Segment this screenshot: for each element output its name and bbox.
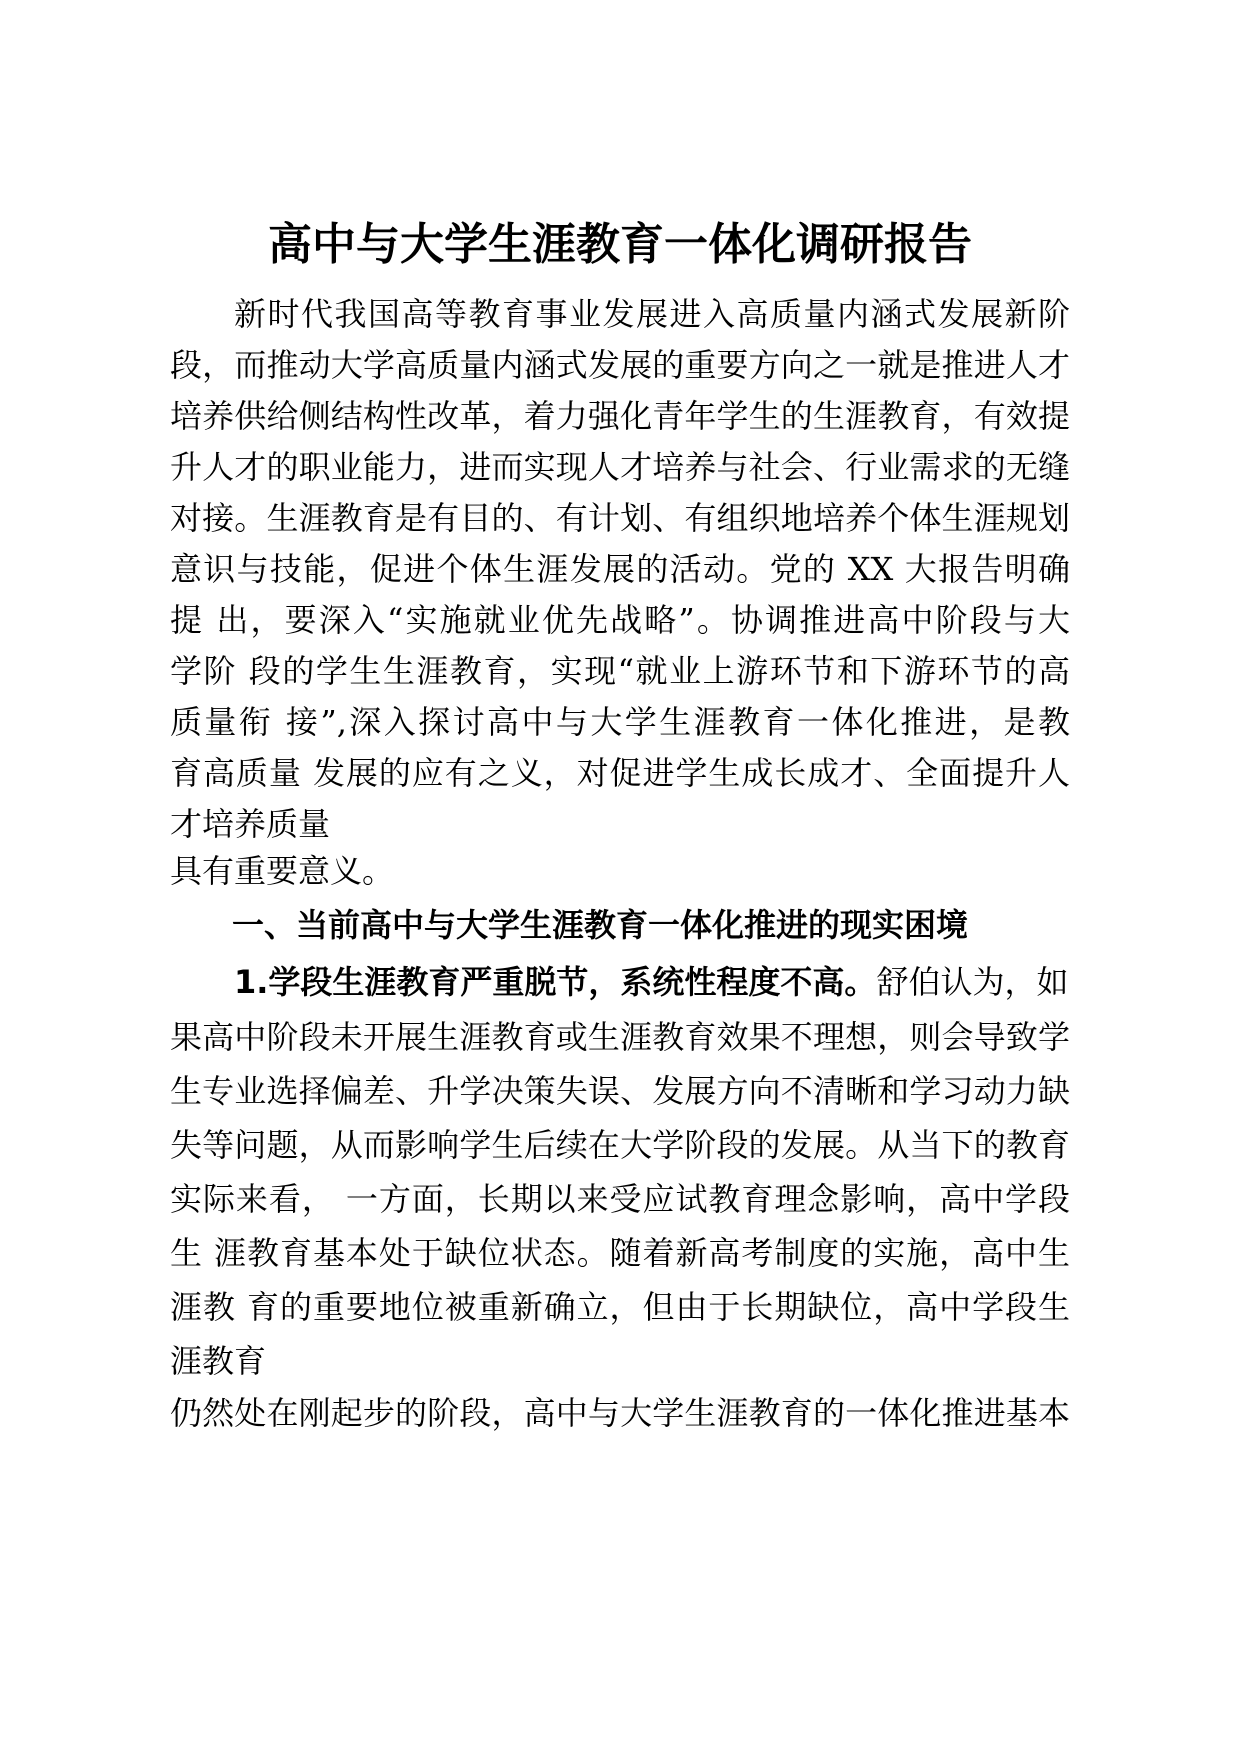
paragraph-text: 舒伯认为，如	[876, 963, 1069, 1001]
paragraph-line: 生专业选择偏差、升学决策失误、发展方向不清晰和学习动力缺	[170, 1072, 1070, 1110]
paragraph-line: 失等问题，从而影响学生后续在大学阶段的发展。从当下的教育	[170, 1126, 1070, 1164]
paragraph-line: 对接。生涯教育是有目的、有计划、有组织地培养个体生涯规划	[170, 499, 1070, 537]
subsection-heading: 1.学段生涯教育严重脱节，系统性程度不高。	[234, 963, 877, 1001]
section-heading: 一、当前高中与大学生涯教育一体化推进的现实困境	[232, 906, 969, 944]
paragraph-line: 生 涯教育基本处于缺位状态。随着新高考制度的实施，高中生	[170, 1234, 1070, 1272]
paragraph-line: 意识与技能，促进个体生涯发展的活动。党的 XX 大报告明确	[170, 550, 1070, 588]
paragraph-line: 培养供给侧结构性改革，着力强化青年学生的生涯教育，有效提	[170, 397, 1070, 435]
paragraph-line: 育高质量 发展的应有之义，对促进学生成长成才、全面提升人	[170, 754, 1070, 792]
paragraph-line: 才培养质量	[170, 805, 331, 843]
paragraph-line: 仍然处在刚起步的阶段，高中与大学生涯教育的一体化推进基本	[170, 1394, 1070, 1432]
paragraph-line: 学阶 段的学生生涯教育，实现“就业上游环节和下游环节的高	[170, 652, 1070, 690]
paragraph-line: 段，而推动大学高质量内涵式发展的重要方向之一就是推进人才	[170, 346, 1070, 384]
paragraph-line: 提 出，要深入“实施就业优先战略”。协调推进高中阶段与大	[170, 601, 1070, 639]
paragraph-line: 升人才的职业能力，进而实现人才培养与社会、行业需求的无缝	[170, 448, 1070, 486]
paragraph-line: 涯教育	[170, 1342, 267, 1380]
paragraph-line: 具有重要意义。	[170, 852, 395, 890]
paragraph-line: 果高中阶段未开展生涯教育或生涯教育效果不理想，则会导致学	[170, 1018, 1070, 1056]
paragraph-line: 实际来看， 一方面，长期以来受应试教育理念影响，高中学段	[170, 1180, 1070, 1218]
report-title: 高中与大学生涯教育一体化调研报告	[268, 219, 972, 270]
paragraph-line	[234, 962, 1070, 1002]
paragraph-line: 新时代我国高等教育事业发展进入高质量内涵式发展新阶	[234, 295, 1070, 333]
paragraph-line: 涯教 育的重要地位被重新确立，但由于长期缺位，高中学段生	[170, 1288, 1070, 1326]
paragraph-line: 质量衔 接”,深入探讨高中与大学生涯教育一体化推进，是教	[170, 703, 1070, 741]
